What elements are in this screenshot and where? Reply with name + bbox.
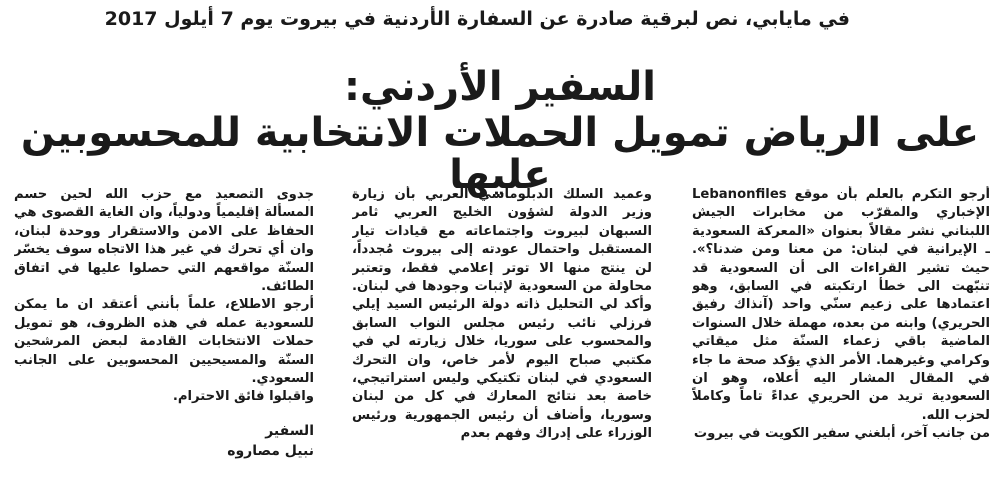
column-1-paragraph-1: أرجو التكرم بالعلم بأن موقع Lebanonfiles الإخباري والمقرّب من مخابرات الجيش اللبناني نشر مقالاً بعنوان «المعركة السعودية ـ الإيرانية في لبنان: من معنا ومن ضدنا؟». حيث تشير القراءات الى أن السعودية قد تنبّهت الى خطأ ارتكبته في السابق، وهو اعتمادها على زعيم سنّي واحد (آنذاك رفيق الحريري) وابنه من بعده، مهملة خلال السنوات الماضية باقي زعماء السنّة مثل ميقاتي وكرامي وغيرهما. الأمر الذي يؤكد صحة ما جاء في المقال المشار اليه أعلاه، وهو ان السعودية تريد من الحريري عداءً تاماً وكاملاً لحزب الله. bbox=[692, 187, 990, 423]
article-columns bbox=[8, 186, 990, 486]
column-1-paragraph-2: من جانب آخر، أبلغني سفير الكويت في بيروت bbox=[693, 426, 990, 442]
signature-title: السفير bbox=[265, 422, 314, 439]
column-3-paragraph-1: جدوى التصعيد مع حزب الله لحين حسم المسألة إقليمياً ودولياً، وان الغاية القصوى هي الحفاظ على الامن والاستقرار ووحدة لبنان، وان أي تحرك في غير هذا الاتجاه سوف يخسّر السنّة مواقعهم التي حصلوا عليها في اتفاق الطائف. bbox=[14, 187, 314, 295]
headline-line-1: السفير الأردني: bbox=[344, 64, 656, 110]
headline bbox=[0, 66, 1000, 196]
kicker-line: في مايابي، نص لبرقية صادرة عن السفارة الأردنية في بيروت يوم 7 أيلول 2017 bbox=[104, 8, 850, 30]
article-column-3 bbox=[14, 186, 314, 486]
column-3-paragraph-2: أرجو الاطلاع، علماً بأنني أعتقد ان ما يمكن للسعودية عمله في هذه الظروف، هو تمويل حملات الانتخابات القادمة لبعض المرشحين السنّة والمسيحيين المحسوبين على الجانب السعودي. bbox=[14, 297, 314, 387]
headline-line-2: على الرياض تمويل الحملات الانتخابية للمحسوبين عليها bbox=[20, 110, 980, 198]
signature-block bbox=[14, 421, 314, 461]
column-3-paragraph-3: واقبلوا فائق الاحترام. bbox=[172, 389, 314, 405]
column-2-paragraph-1: وعميد السلك الدبلوماسي العربي بأن زيارة وزير الدولة لشؤون الخليج العربي ثامر السبهان لبيروت واجتماعاته مع قيادات تيار المستقبل واحتمال عودته إلى بيروت مُجدداً، لن ينتج منها الا توتر إعلامي فقط، وتعتبر محاولة من السعودية لإثبات وجودها في لبنان. وأكد لي التحليل ذاته دولة الرئيس السيد إيلي فرزلي نائب رئيس مجلس النواب السابق والمحسوب على سوريا، خلال زيارته لي في مكتبي صباح اليوم لأمر خاص، وان التحرك السعودي في لبنان تكتيكي وليس استراتيجي، خاصة بعد نتائج المعارك في كل من لبنان وسوريا، وأضاف أن رئيس الجمهورية ورئيس الوزراء على إدراك وفهم بعدم bbox=[352, 187, 652, 442]
article-column-1 bbox=[692, 186, 990, 486]
signature-name: نبيل مصاروه bbox=[227, 442, 314, 459]
article-column-2 bbox=[352, 186, 652, 486]
